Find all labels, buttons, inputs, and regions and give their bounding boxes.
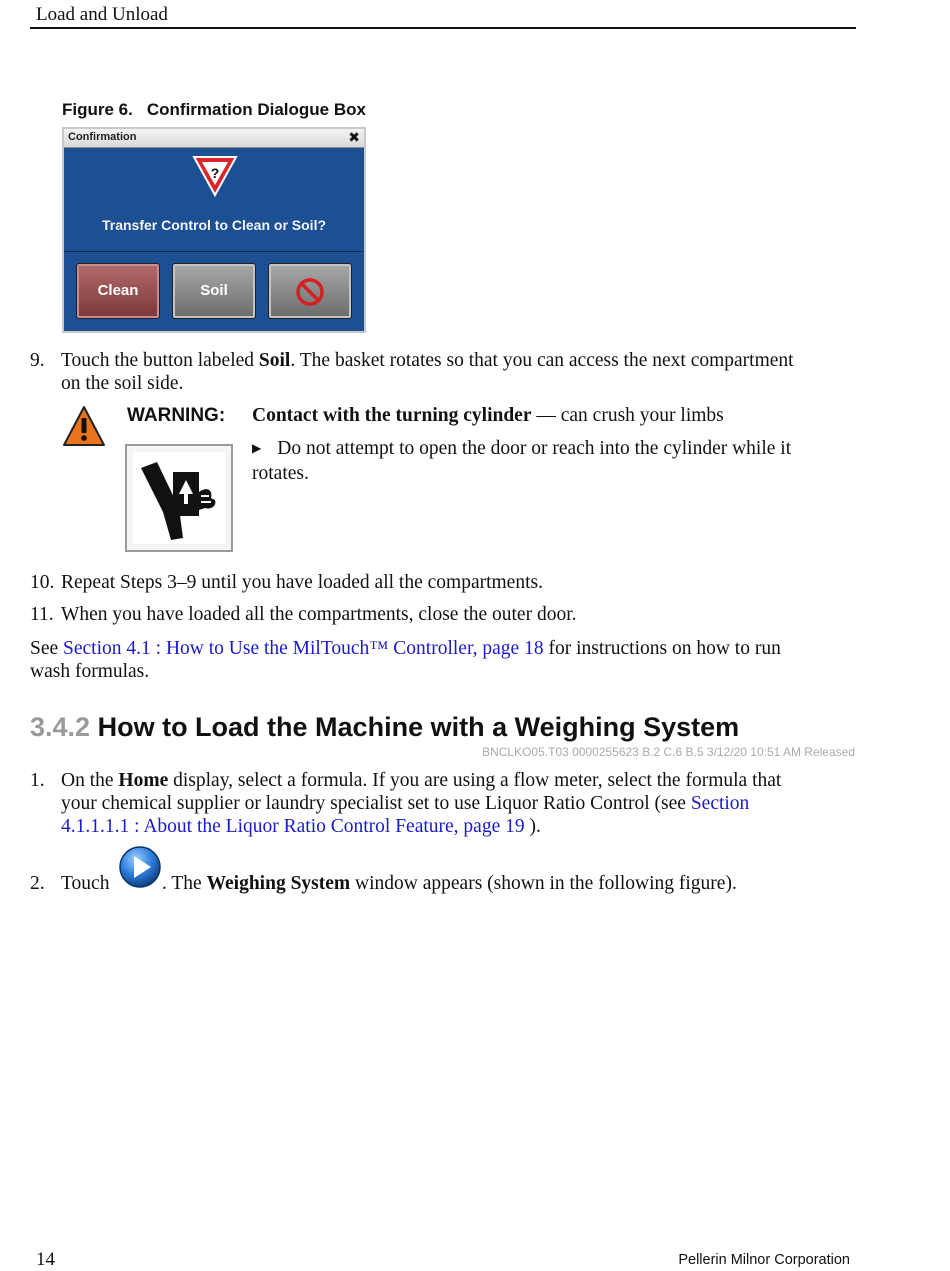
section-4-1-1-1-1-link-cont[interactable]: 4.1.1.1.1 : About the Liquor Ratio Control Feature, page 19 xyxy=(61,816,525,837)
step-9-pre: Touch the button labeled xyxy=(61,350,259,371)
header-rule xyxy=(30,27,856,29)
dialog-titlebar xyxy=(64,129,364,148)
warning-bullet xyxy=(252,437,852,485)
step-number: 9. xyxy=(30,350,45,371)
step-9-text xyxy=(61,349,861,395)
section-4-1-link[interactable]: Section 4.1 : How to Use the MilTouch™ Controller, page 18 xyxy=(63,638,544,659)
cancel-button[interactable] xyxy=(268,263,352,319)
see-pre: See xyxy=(30,638,64,659)
page-number: 14 xyxy=(36,1249,55,1270)
see-line2: wash formulas. xyxy=(30,661,150,682)
step-10-text: Repeat Steps 3–9 until you have loaded all the compartments. xyxy=(61,572,543,593)
warning-label: WARNING: xyxy=(127,405,226,426)
step-9-line2: on the soil side. xyxy=(61,373,184,394)
s2-mid: . The xyxy=(162,873,207,894)
step-number: 11. xyxy=(30,604,54,625)
s1-line2: your chemical supplier or laundry specialist set to use Liquor Ratio Control (see xyxy=(61,793,691,814)
soil-button[interactable]: Soil xyxy=(172,263,256,319)
question-warning-icon xyxy=(191,154,239,198)
section-step-2-text xyxy=(162,872,737,895)
section-step-2-pre: Touch xyxy=(61,873,110,894)
figure-label: Figure 6. xyxy=(62,100,133,119)
corporation-name: Pellerin Milnor Corporation xyxy=(678,1252,850,1268)
cancel-icon xyxy=(295,277,325,307)
s1-post: display, select a formula. If you are using a flow meter, select the formula that xyxy=(168,770,782,791)
section-step-1-text xyxy=(61,769,861,838)
warning-bullet-text: Do not attempt to open the door or reach into the cylinder while it rotates. xyxy=(252,438,792,484)
s2-post: window appears (shown in the following figure). xyxy=(350,873,737,894)
figure-caption xyxy=(62,100,366,120)
see-paragraph xyxy=(30,637,860,683)
section-number: 3.4.2 xyxy=(30,712,91,742)
dialog-question: Transfer Control to Clean or Soil? xyxy=(101,217,327,233)
section-metadata: BNCLKO05.T03 0000255623 B.2 C.6 B.5 3/12/20 10:51 AM Released xyxy=(482,745,855,759)
dialog-divider xyxy=(64,251,364,252)
step-11-text: When you have loaded all the compartments, close the outer door. xyxy=(61,604,577,625)
close-icon[interactable]: ✖ xyxy=(348,130,360,146)
warning-heading xyxy=(252,405,724,427)
warning-heading-rest: — can crush your limbs xyxy=(531,405,724,426)
svg-text:?: ? xyxy=(210,165,220,181)
clean-button[interactable]: Clean xyxy=(76,263,160,319)
s1-end: ). xyxy=(524,816,541,837)
step-number: 2. xyxy=(30,873,45,894)
s1-pre: On the xyxy=(61,770,119,791)
step-number: 10. xyxy=(30,572,55,593)
dialog-title: Confirmation xyxy=(68,131,137,143)
section-4-1-1-1-1-link[interactable]: Section xyxy=(690,793,750,814)
section-heading xyxy=(30,712,739,743)
running-header: Load and Unload xyxy=(36,4,168,25)
warning-heading-bold: Contact with the turning cylinder xyxy=(252,405,532,426)
s1-bold: Home xyxy=(118,770,169,791)
step-9-post: . The basket rotates so that you can access the next compartment xyxy=(290,350,794,371)
warning-triangle-icon xyxy=(62,405,106,447)
bullet-triangle-icon: ▶ xyxy=(252,441,262,455)
confirmation-dialog xyxy=(62,127,366,333)
section-title: How to Load the Machine with a Weighing System xyxy=(97,712,740,742)
s2-bold: Weighing System xyxy=(206,873,351,894)
crush-hazard-icon xyxy=(125,444,233,552)
step-number: 1. xyxy=(30,770,45,791)
play-button-icon[interactable] xyxy=(118,845,162,889)
see-post: for instructions on how to run xyxy=(543,638,781,659)
figure-title: Confirmation Dialogue Box xyxy=(146,100,366,119)
step-9-bold: Soil xyxy=(258,350,291,371)
